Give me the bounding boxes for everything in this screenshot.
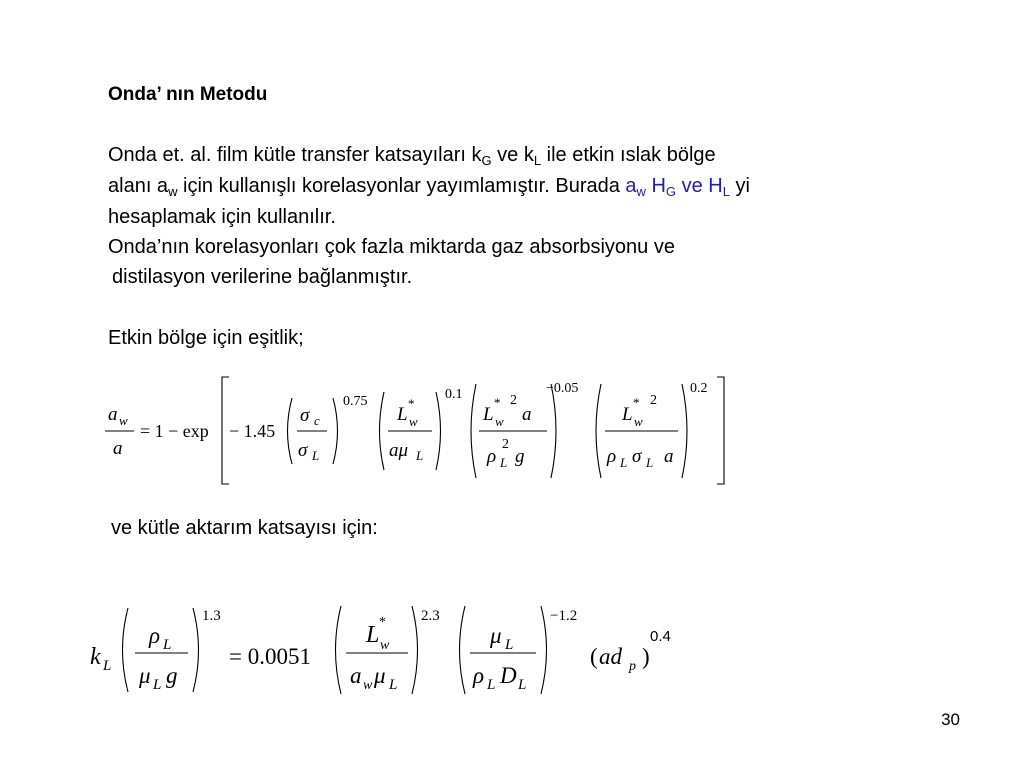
eq-subscript: L — [620, 455, 628, 470]
eq-subscript: L — [153, 677, 162, 693]
eq-symbol: a — [350, 663, 362, 688]
eq-subscript: p — [629, 659, 636, 674]
eq-subscript: L — [487, 677, 496, 693]
eq-superscript: * — [379, 615, 386, 630]
eq-symbol: L — [397, 404, 408, 425]
paragraph-line-5: distilasyon verilerine bağlanmıştır. — [112, 266, 413, 288]
eq-subscript: w — [634, 414, 643, 429]
eq-symbol: a — [664, 446, 674, 467]
eq-subscript: c — [314, 413, 320, 428]
eq-superscript: * — [408, 396, 415, 411]
eq-subscript: w — [495, 414, 504, 429]
eq-symbol: σ — [300, 405, 310, 426]
eq-superscript: 2 — [502, 437, 509, 452]
eq-subscript: w — [380, 638, 390, 653]
eq-exponent: 0.1 — [445, 387, 463, 402]
highlight-subscript: L — [722, 184, 730, 199]
text-segment: Onda et. al. film kütle transfer katsayıları k — [108, 144, 482, 166]
eq-symbol: L — [622, 404, 633, 425]
eq-symbol: a — [113, 438, 123, 459]
kutle-label: ve kütle aktarım katsayısı için: — [111, 517, 378, 539]
paragraph-line-3: hesaplamak için kullanılır. — [108, 206, 336, 228]
eq-symbol: σ — [298, 440, 308, 461]
subscript: G — [481, 153, 492, 168]
eq-subscript: L — [505, 637, 514, 653]
eq-subscript: L — [416, 448, 424, 463]
eq-symbol: g — [515, 446, 525, 467]
etkin-label: Etkin bölge için eşitlik; — [108, 327, 304, 349]
eq-symbol: L — [366, 622, 380, 648]
paragraph-line-4: Onda’nın korelasyonları çok fazla miktarda gaz absorbsiyonu ve — [108, 236, 675, 258]
eq-text: − 1.45 — [229, 421, 276, 441]
right-paren — [436, 392, 441, 470]
right-paren — [682, 384, 687, 478]
eq-text: = 0.0051 — [229, 644, 311, 669]
eq-subscript: L — [646, 455, 654, 470]
highlight-a: a — [625, 175, 637, 197]
eq-symbol: g — [166, 663, 178, 688]
eq-subscript: w — [363, 678, 373, 693]
eq-exponent: 1.3 — [202, 608, 221, 624]
eq-symbol: a — [522, 404, 532, 425]
eq-symbol: a — [108, 404, 118, 425]
text-segment: için kullanışlı korelasyonlar yayımlamıştır. Burada — [177, 175, 626, 197]
eq-symbol: L — [483, 404, 494, 425]
eq-superscript: * — [494, 395, 501, 410]
eq-superscript: 2 — [510, 393, 517, 408]
subscript: w — [168, 184, 178, 199]
left-paren — [288, 398, 293, 464]
eq-subscript: L — [518, 677, 527, 693]
text-segment: yi — [729, 175, 750, 197]
eq-subscript: L — [103, 658, 112, 674]
left-bracket — [222, 377, 229, 484]
highlight-ve-H: ve H — [676, 175, 723, 197]
eq-symbol: ρ — [149, 623, 161, 648]
eq-symbol: ρ — [607, 446, 617, 467]
eq-subscript: w — [119, 413, 128, 428]
eq-exponent: 2.3 — [421, 608, 440, 624]
eq-exponent: 0.2 — [690, 381, 708, 396]
eq-symbol: σ — [632, 446, 642, 467]
text-segment: ve k — [491, 144, 534, 166]
eq-subscript: w — [409, 414, 418, 429]
eq-exponent: −1.2 — [550, 608, 578, 624]
left-paren — [471, 384, 476, 478]
page-number: 30 — [941, 710, 960, 729]
left-paren — [596, 384, 601, 478]
eq-subscript: L — [389, 677, 398, 693]
eq-symbol: μ — [374, 663, 386, 688]
eq-exponent: −0.05 — [546, 381, 579, 396]
eq-superscript: 2 — [650, 393, 657, 408]
eq-text: ( — [590, 644, 598, 669]
right-paren — [333, 398, 338, 464]
eq-exponent: 0.4 — [650, 628, 671, 645]
subscript: L — [533, 153, 542, 168]
eq-subscript: L — [163, 637, 172, 653]
eq-symbol: ρ — [487, 446, 497, 467]
eq-text: ) — [642, 644, 650, 669]
eq-symbol: ρ — [473, 663, 485, 688]
eq-symbol: k — [90, 644, 101, 670]
highlight-subscript: G — [665, 184, 677, 199]
eq-superscript: * — [633, 395, 640, 410]
text-segment: ile etkin ıslak bölge — [541, 144, 716, 166]
eq-symbol: aμ — [389, 440, 409, 461]
right-paren — [551, 384, 556, 478]
eq-symbol: ad — [599, 644, 622, 669]
left-paren — [380, 392, 385, 470]
right-bracket — [717, 377, 724, 484]
text-segment: alanı a — [108, 175, 169, 197]
eq-subscript: L — [500, 455, 508, 470]
eq-text: = 1 − exp — [140, 421, 209, 441]
eq-subscript: L — [312, 448, 320, 463]
eq-symbol: μ — [139, 663, 151, 688]
highlight-H: H — [645, 175, 666, 197]
eq-symbol: D — [500, 663, 517, 688]
highlight-subscript: w — [636, 184, 646, 199]
slide-title: Onda’ nın Metodu — [108, 84, 268, 105]
eq-exponent: 0.75 — [343, 394, 368, 409]
eq-symbol: μ — [490, 623, 502, 648]
